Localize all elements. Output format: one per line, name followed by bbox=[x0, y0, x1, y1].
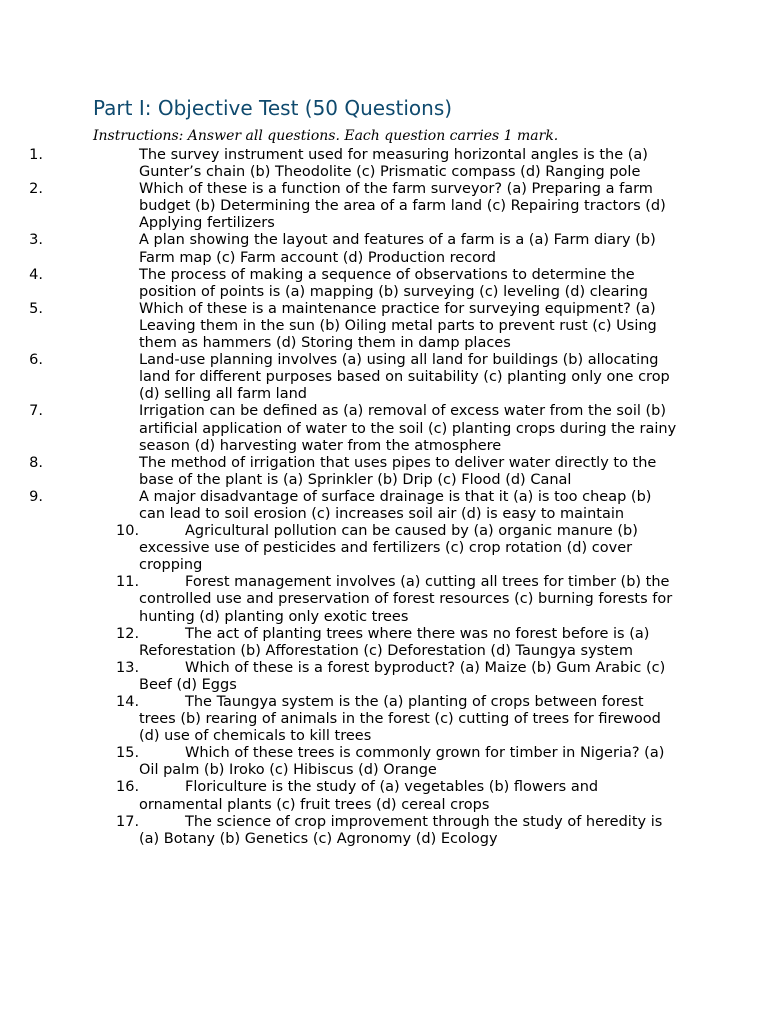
question-text: Agricultural pollution can be caused by (a) organic manure (b) excessive use of pesticides and fertilizers (c) crop rotation (d) cover cropping bbox=[139, 523, 638, 574]
question-number: 11. bbox=[116, 574, 140, 591]
question-text: A plan showing the layout and features of a farm is a (a) Farm diary (b) Farm map (c) Farm account (d) Production record bbox=[139, 232, 656, 266]
question-number: 14. bbox=[116, 694, 140, 710]
question-number: 4. bbox=[29, 266, 43, 283]
question-number: 8. bbox=[29, 454, 43, 471]
question-text: The process of making a sequence of observations to determine the position of points is (a) mapping (b) surveying (c) leveling (d) clearing bbox=[139, 266, 648, 300]
question-text: The method of irrigation that uses pipes to deliver water directly to the base of the plant is (a) Sprinkler (b) Drip (c) Flood (d) Canal bbox=[139, 454, 657, 488]
question-text: Which of these trees is commonly grown for timber in Nigeria? (a) Oil palm (b) Iroko (c) Hibiscus (d) Orange bbox=[139, 745, 665, 779]
question-text: The act of planting trees where there was no forest before is (a) Reforestation (b) Afforestation (c) Deforestation (d) Taungya system bbox=[139, 625, 650, 659]
question-text: Which of these is a function of the farm surveyor? (a) Preparing a farm budget (b) Determining the area of a farm land (c) Repairing tractors (d) Applying fertilizers bbox=[139, 181, 666, 232]
question-number: 3. bbox=[29, 232, 43, 249]
question-number: 7. bbox=[29, 403, 43, 420]
question-item bbox=[0, 489, 679, 523]
question-item bbox=[0, 232, 679, 266]
question-text: Forest management involves (a) cutting all trees for timber (b) the controlled use and preservation of forest resources (c) burning forests for hunting (d) planting only exotic trees bbox=[139, 574, 673, 625]
question-item bbox=[0, 626, 679, 660]
question-text: Which of these is a maintenance practice for surveying equipment? (a) Leaving them in the sun (b) Oiling metal parts to prevent rust (c) Using them as hammers (d) Storing them in damp places bbox=[139, 300, 657, 352]
question-number: 15. bbox=[116, 745, 140, 762]
question-text: The science of crop improvement through the study of heredity is (a) Botany (b) Genetics (c) Agronomy (d) Ecology bbox=[139, 813, 663, 847]
question-text: A major disadvantage of surface drainage is that it (a) is too cheap (b) can lead to soil erosion (c) increases soil air (d) is easy to maintain bbox=[139, 488, 652, 522]
question-number: 6. bbox=[29, 352, 43, 369]
question-text: Irrigation can be defined as (a) removal of excess water from the soil (b) artificial application of water to the soil (c) planting crops during the rainy season (d) harvesting water from the atmosphere bbox=[139, 403, 677, 454]
question-item bbox=[0, 301, 679, 352]
question-item bbox=[0, 352, 679, 403]
question-list bbox=[0, 147, 768, 848]
question-number: 13. bbox=[116, 659, 140, 676]
question-item bbox=[0, 181, 679, 232]
question-item bbox=[0, 267, 679, 301]
question-item bbox=[0, 455, 679, 489]
instructions-text: Instructions: Answer all questions. Each question carries 1 mark. bbox=[93, 128, 559, 144]
question-number: 2. bbox=[29, 181, 43, 198]
question-text: Land-use planning involves (a) using all land for buildings (b) allocating land for different purposes based on suitability (c) planting only one crop (d) selling all farm land bbox=[139, 352, 670, 403]
question-text: The Taungya system is the (a) planting of crops between forest trees (b) rearing of animals in the forest (c) cutting of trees for firewood (d) use of chemicals to kill trees bbox=[139, 694, 661, 745]
question-number: 16. bbox=[116, 779, 140, 796]
question-text: The survey instrument used for measuring horizontal angles is the (a) Gunter’s chain (b) Theodolite (c) Prismatic compass (d) Ranging pole bbox=[139, 147, 648, 181]
question-number: 1. bbox=[29, 147, 43, 163]
question-item bbox=[0, 814, 679, 848]
section-heading: Part I: Objective Test (50 Questions) bbox=[93, 96, 453, 120]
question-item bbox=[0, 745, 679, 779]
question-item bbox=[0, 403, 679, 454]
question-item bbox=[0, 574, 679, 625]
question-number: 17. bbox=[116, 813, 140, 830]
question-text: Which of these is a forest byproduct? (a) Maize (b) Gum Arabic (c) Beef (d) Eggs bbox=[139, 659, 666, 693]
question-item bbox=[0, 779, 679, 813]
question-number: 12. bbox=[116, 625, 140, 642]
question-item bbox=[0, 523, 679, 574]
question-number: 9. bbox=[29, 488, 43, 505]
question-item bbox=[0, 694, 679, 745]
question-text: Floriculture is the study of (a) vegetables (b) flowers and ornamental plants (c) fruit trees (d) cereal crops bbox=[139, 779, 599, 813]
question-item bbox=[0, 660, 679, 694]
question-number: 5. bbox=[29, 300, 43, 317]
question-item bbox=[0, 147, 679, 181]
question-number: 10. bbox=[116, 523, 140, 540]
